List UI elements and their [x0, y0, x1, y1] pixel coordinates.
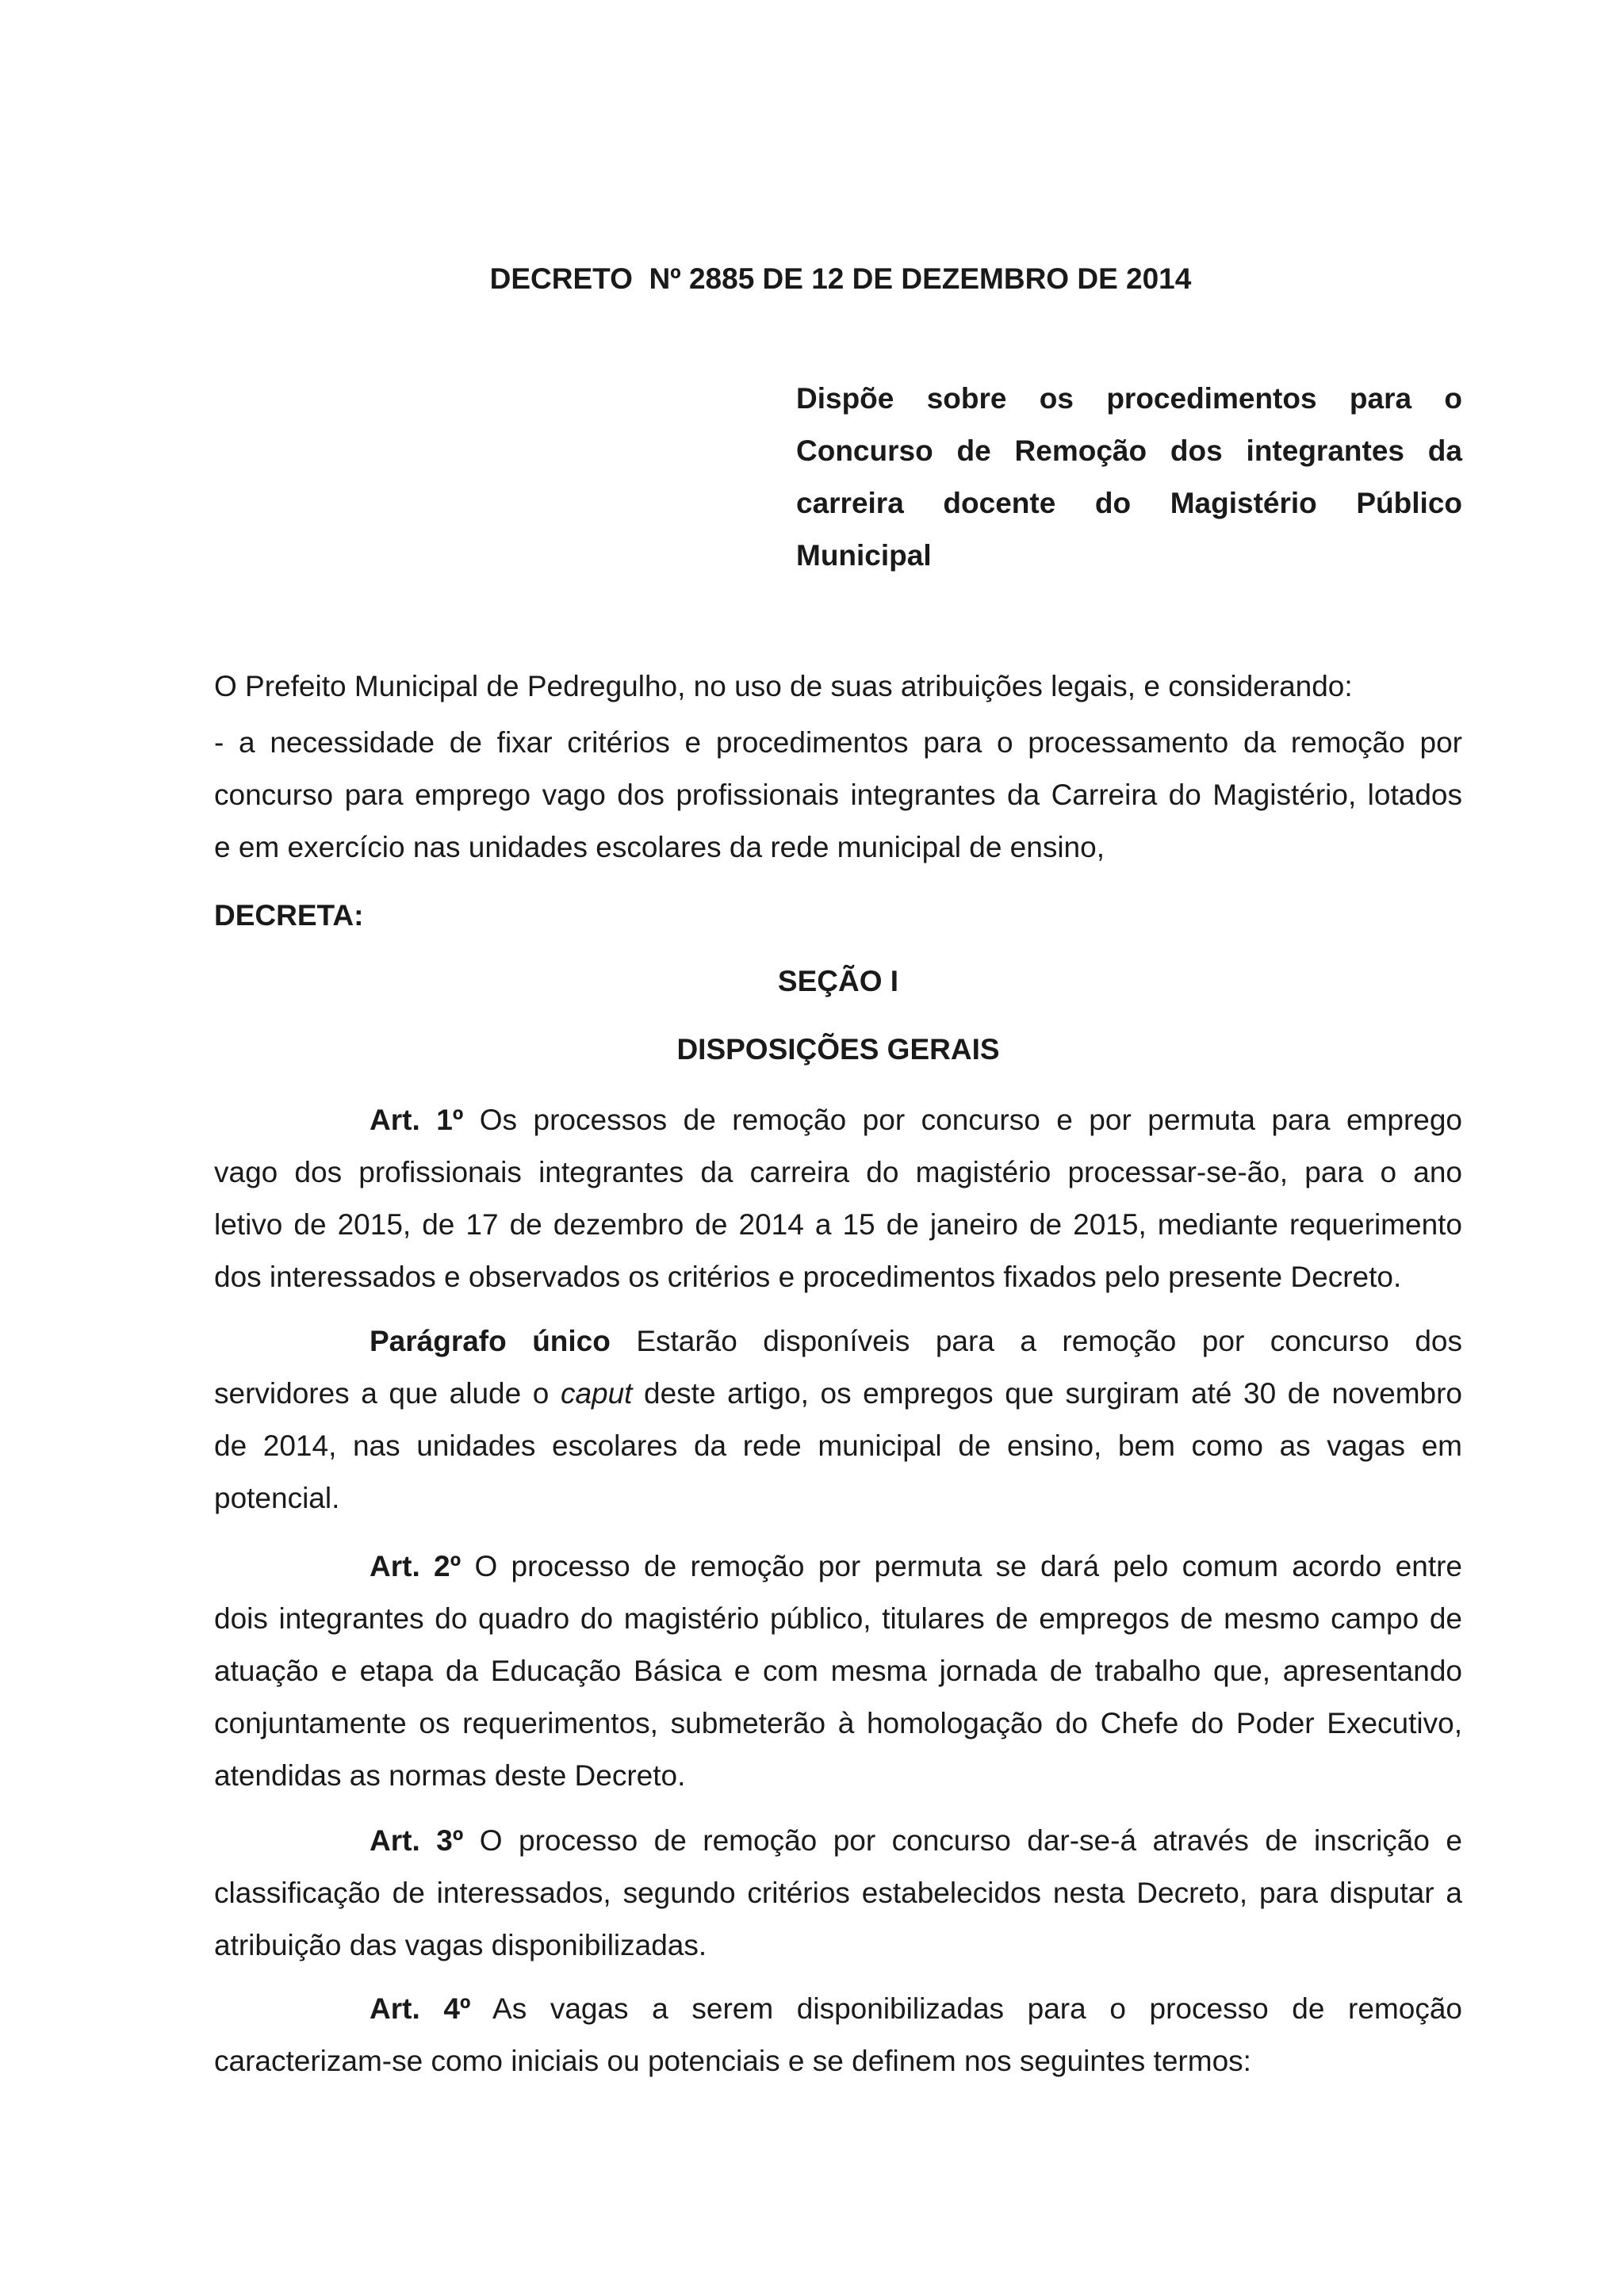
- ementa-block: [796, 373, 1462, 582]
- preamble: [214, 660, 1462, 713]
- article-line: dos interessados e observados os critérios e procedimentos fixados pelo presente Decreto.: [214, 1261, 1402, 1293]
- decreta-label: DECRETA:: [214, 899, 364, 932]
- article-line: [214, 1540, 1462, 1593]
- article-text: Os processos de remoção por concurso e por permuta para emprego: [463, 1104, 1462, 1136]
- considerando-line: - a necessidade de fixar critérios e procedimentos para o processamento da remoção por: [214, 726, 1462, 759]
- section-heading: SEÇÃO I: [777, 965, 899, 997]
- article-text: O processo de remoção por concurso dar-se-á através de inscrição e: [463, 1824, 1462, 1857]
- paragraph-text: servidores a que alude o: [214, 1377, 561, 1410]
- section-title: DISPOSIÇÕES GERAIS: [676, 1033, 1000, 1066]
- article-label: Art. 4º: [370, 1992, 471, 2025]
- article-text: As vagas a serem disponibilizadas para o processo de remoção: [470, 1992, 1462, 2025]
- article-1: [214, 1094, 1462, 1303]
- article-text: O processo de remoção por permuta se dará pelo comum acordo entre: [461, 1550, 1462, 1582]
- article-line: dois integrantes do quadro do magistério público, titulares de empregos de mesmo campo de: [214, 1602, 1462, 1635]
- paragraph-line: de 2014, nas unidades escolares da rede municipal de ensino, bem como as vagas em: [214, 1429, 1462, 1462]
- article-3: [214, 1815, 1462, 1972]
- article-line: conjuntamente os requerimentos, submeterão à homologação do Chefe do Poder Executivo,: [214, 1707, 1462, 1739]
- considerando-line: concurso para emprego vago dos profissionais integrantes da Carreira do Magistério, lotados: [214, 779, 1462, 811]
- caput-term: caput: [560, 1377, 633, 1410]
- article-line: atendidas as normas deste Decreto.: [214, 1759, 686, 1792]
- ementa-line: Dispõe sobre os procedimentos para o: [796, 382, 1462, 415]
- paragraph-line: [214, 1315, 1462, 1368]
- article-line: [214, 1815, 1462, 1867]
- article-line: [214, 1983, 1462, 2035]
- article-line: [214, 1094, 1462, 1146]
- article-line: atribuição das vagas disponibilizadas.: [214, 1929, 707, 1961]
- article-line: vago dos profissionais integrantes da carreira do magistério processar-se-ão, para o ano: [214, 1156, 1462, 1188]
- article-line: caracterizam-se como iniciais ou potenciais e se definem nos seguintes termos:: [214, 2045, 1251, 2077]
- article-line: letivo de 2015, de 17 de dezembro de 2014 a 15 de janeiro de 2015, mediante requerimento: [214, 1208, 1462, 1241]
- article-label: Art. 3º: [370, 1824, 464, 1857]
- ementa-line: Municipal: [796, 539, 932, 572]
- article-label: Art. 1º: [370, 1104, 464, 1136]
- article-2: [214, 1540, 1462, 1802]
- paragraph-line: [214, 1368, 1462, 1420]
- paragrafo-unico: [214, 1315, 1462, 1525]
- article-line: atuação e etapa da Educação Básica e com mesma jornada de trabalho que, apresentando: [214, 1655, 1462, 1687]
- decreta-heading: [214, 890, 1462, 942]
- paragraph-line: potencial.: [214, 1482, 340, 1514]
- preamble-line: O Prefeito Municipal de Pedregulho, no uso de suas atribuições legais, e considerando:: [214, 670, 1353, 702]
- considerando-line: e em exercício nas unidades escolares da rede municipal de ensino,: [214, 831, 1105, 863]
- article-label: Art. 2º: [370, 1550, 462, 1582]
- article-line: classificação de interessados, segundo critérios estabelecidos nesta Decreto, para disputar a: [214, 1877, 1462, 1909]
- ementa-line: Concurso de Remoção dos integrantes da: [796, 434, 1462, 467]
- considerando-paragraph: [214, 717, 1462, 874]
- decree-title: DECRETO Nº 2885 DE 12 DE DEZEMBRO DE 2014: [489, 262, 1192, 295]
- paragraph-label: Parágrafo único: [370, 1325, 611, 1357]
- article-4: [214, 1983, 1462, 2087]
- paragraph-text: Estarão disponíveis para a remoção por concurso dos: [610, 1325, 1462, 1357]
- paragraph-text: deste artigo, os empregos que surgiram até 30 de novembro: [632, 1377, 1462, 1410]
- ementa-line: carreira docente do Magistério Público: [796, 487, 1462, 519]
